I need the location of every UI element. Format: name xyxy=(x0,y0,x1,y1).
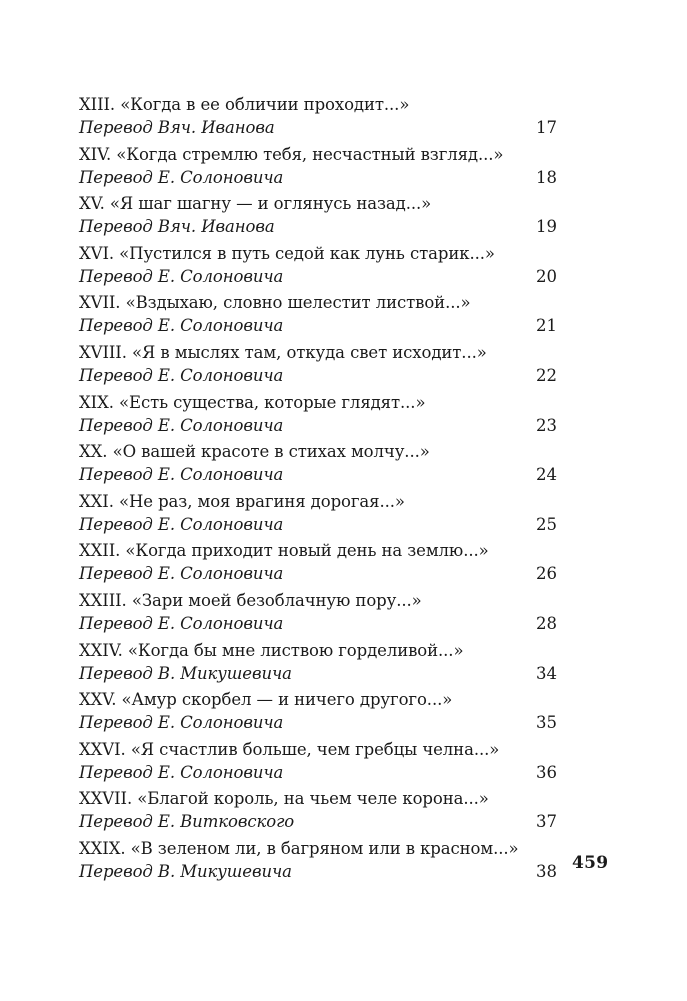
poem-title: XVI. «Пустился в путь седой как лунь старик...» xyxy=(79,243,495,263)
poem-title: XXVII. «Благой король, на чьем челе корона...» xyxy=(79,789,489,809)
poem-title: XXV. «Амур скорбел — и ничего другого...» xyxy=(79,690,453,710)
translator-name: Перевод Е. Солоновича xyxy=(79,514,284,534)
toc-entry xyxy=(79,688,557,738)
translator-name: Перевод Вяч. Иванова xyxy=(79,217,275,237)
poem-title: XX. «О вашей красоте в стихах молчу...» xyxy=(79,442,430,462)
toc-entry xyxy=(79,589,557,639)
page-number: 37 xyxy=(536,812,557,832)
translator-name: Перевод Вяч. Иванова xyxy=(79,118,275,137)
poem-title: XIII. «Когда в ее обличии проходит...» xyxy=(79,95,410,114)
page-number: 19 xyxy=(536,217,557,237)
translator-name: Перевод Е. Солоновича xyxy=(79,613,284,633)
page-number: 21 xyxy=(536,316,557,336)
page-number: 34 xyxy=(536,663,557,683)
poem-title: XIV. «Когда стремлю тебя, несчастный взгляд...» xyxy=(79,144,504,164)
toc-entry xyxy=(79,440,557,490)
page-number: 22 xyxy=(536,365,557,385)
poem-title: XXII. «Когда приходит новый день на землю...» xyxy=(79,541,489,561)
translator-name: Перевод Е. Витковского xyxy=(79,812,295,832)
translator-line xyxy=(79,711,557,734)
page-number: 38 xyxy=(536,861,557,881)
translator-line xyxy=(79,116,557,139)
translator-line xyxy=(79,860,557,883)
page-number: 17 xyxy=(536,118,557,137)
translator-name: Перевод В. Микушевича xyxy=(79,663,292,683)
translator-name: Перевод Е. Солоновича xyxy=(79,266,284,286)
folio-page-number: 459 xyxy=(572,853,609,873)
translator-name: Перевод Е. Солоновича xyxy=(79,415,284,435)
page-number: 20 xyxy=(536,266,557,286)
translator-line xyxy=(79,166,557,189)
translator-line xyxy=(79,463,557,486)
translator-line xyxy=(79,612,557,635)
toc-entry xyxy=(79,787,557,837)
page-number: 26 xyxy=(536,564,557,584)
toc-entry xyxy=(79,391,557,441)
page-number: 18 xyxy=(536,167,557,187)
toc-entry xyxy=(79,490,557,540)
translator-line xyxy=(79,513,557,536)
poem-title: XXIII. «Зари моей безоблачную пору...» xyxy=(79,590,422,610)
translator-line xyxy=(79,562,557,585)
translator-line xyxy=(79,314,557,337)
toc-entry xyxy=(79,837,557,887)
poem-title: XVII. «Вздыхаю, словно шелестит листвой...» xyxy=(79,293,471,313)
poem-title: XIX. «Есть существа, которые глядят...» xyxy=(79,392,426,412)
toc-entry xyxy=(79,341,557,391)
translator-name: Перевод Е. Солоновича xyxy=(79,167,284,187)
translator-name: Перевод Е. Солоновича xyxy=(79,365,284,385)
page-number: 35 xyxy=(536,713,557,733)
translator-line xyxy=(79,215,557,238)
toc-entry xyxy=(79,539,557,589)
poem-title: XXIV. «Когда бы мне листвою горделивой...» xyxy=(79,640,464,660)
translator-name: Перевод Е. Солоновича xyxy=(79,465,284,485)
toc-entry xyxy=(79,242,557,292)
translator-name: Перевод Е. Солоновича xyxy=(79,762,284,782)
page-number: 28 xyxy=(536,613,557,633)
toc-entry xyxy=(79,192,557,242)
toc-entry xyxy=(79,291,557,341)
toc-entry xyxy=(79,738,557,788)
translator-line xyxy=(79,810,557,833)
page-number: 36 xyxy=(536,762,557,782)
translator-line xyxy=(79,414,557,437)
translator-name: Перевод Е. Солоновича xyxy=(79,713,284,733)
toc-entry xyxy=(79,639,557,689)
poem-title: XV. «Я шаг шагну — и оглянусь назад...» xyxy=(79,194,432,214)
page-number: 24 xyxy=(536,465,557,485)
translator-name: Перевод В. Микушевича xyxy=(79,861,292,881)
poem-title: XXIX. «В зеленом ли, в багряном или в красном...» xyxy=(79,838,519,858)
toc-entry xyxy=(79,93,557,143)
translator-name: Перевод Е. Солоновича xyxy=(79,316,284,336)
table-of-contents xyxy=(79,93,557,887)
poem-title: XXVI. «Я счастлив больше, чем гребцы челна...» xyxy=(79,739,500,759)
poem-title: XXI. «Не раз, моя врагиня дорогая...» xyxy=(79,491,405,511)
translator-line xyxy=(79,265,557,288)
poem-title: XVIII. «Я в мыслях там, откуда свет исходит...» xyxy=(79,342,487,362)
page-number: 23 xyxy=(536,415,557,435)
translator-line xyxy=(79,364,557,387)
toc-entry xyxy=(79,143,557,193)
translator-line xyxy=(79,662,557,685)
translator-name: Перевод Е. Солоновича xyxy=(79,564,284,584)
translator-line xyxy=(79,761,557,784)
page-number: 25 xyxy=(536,514,557,534)
